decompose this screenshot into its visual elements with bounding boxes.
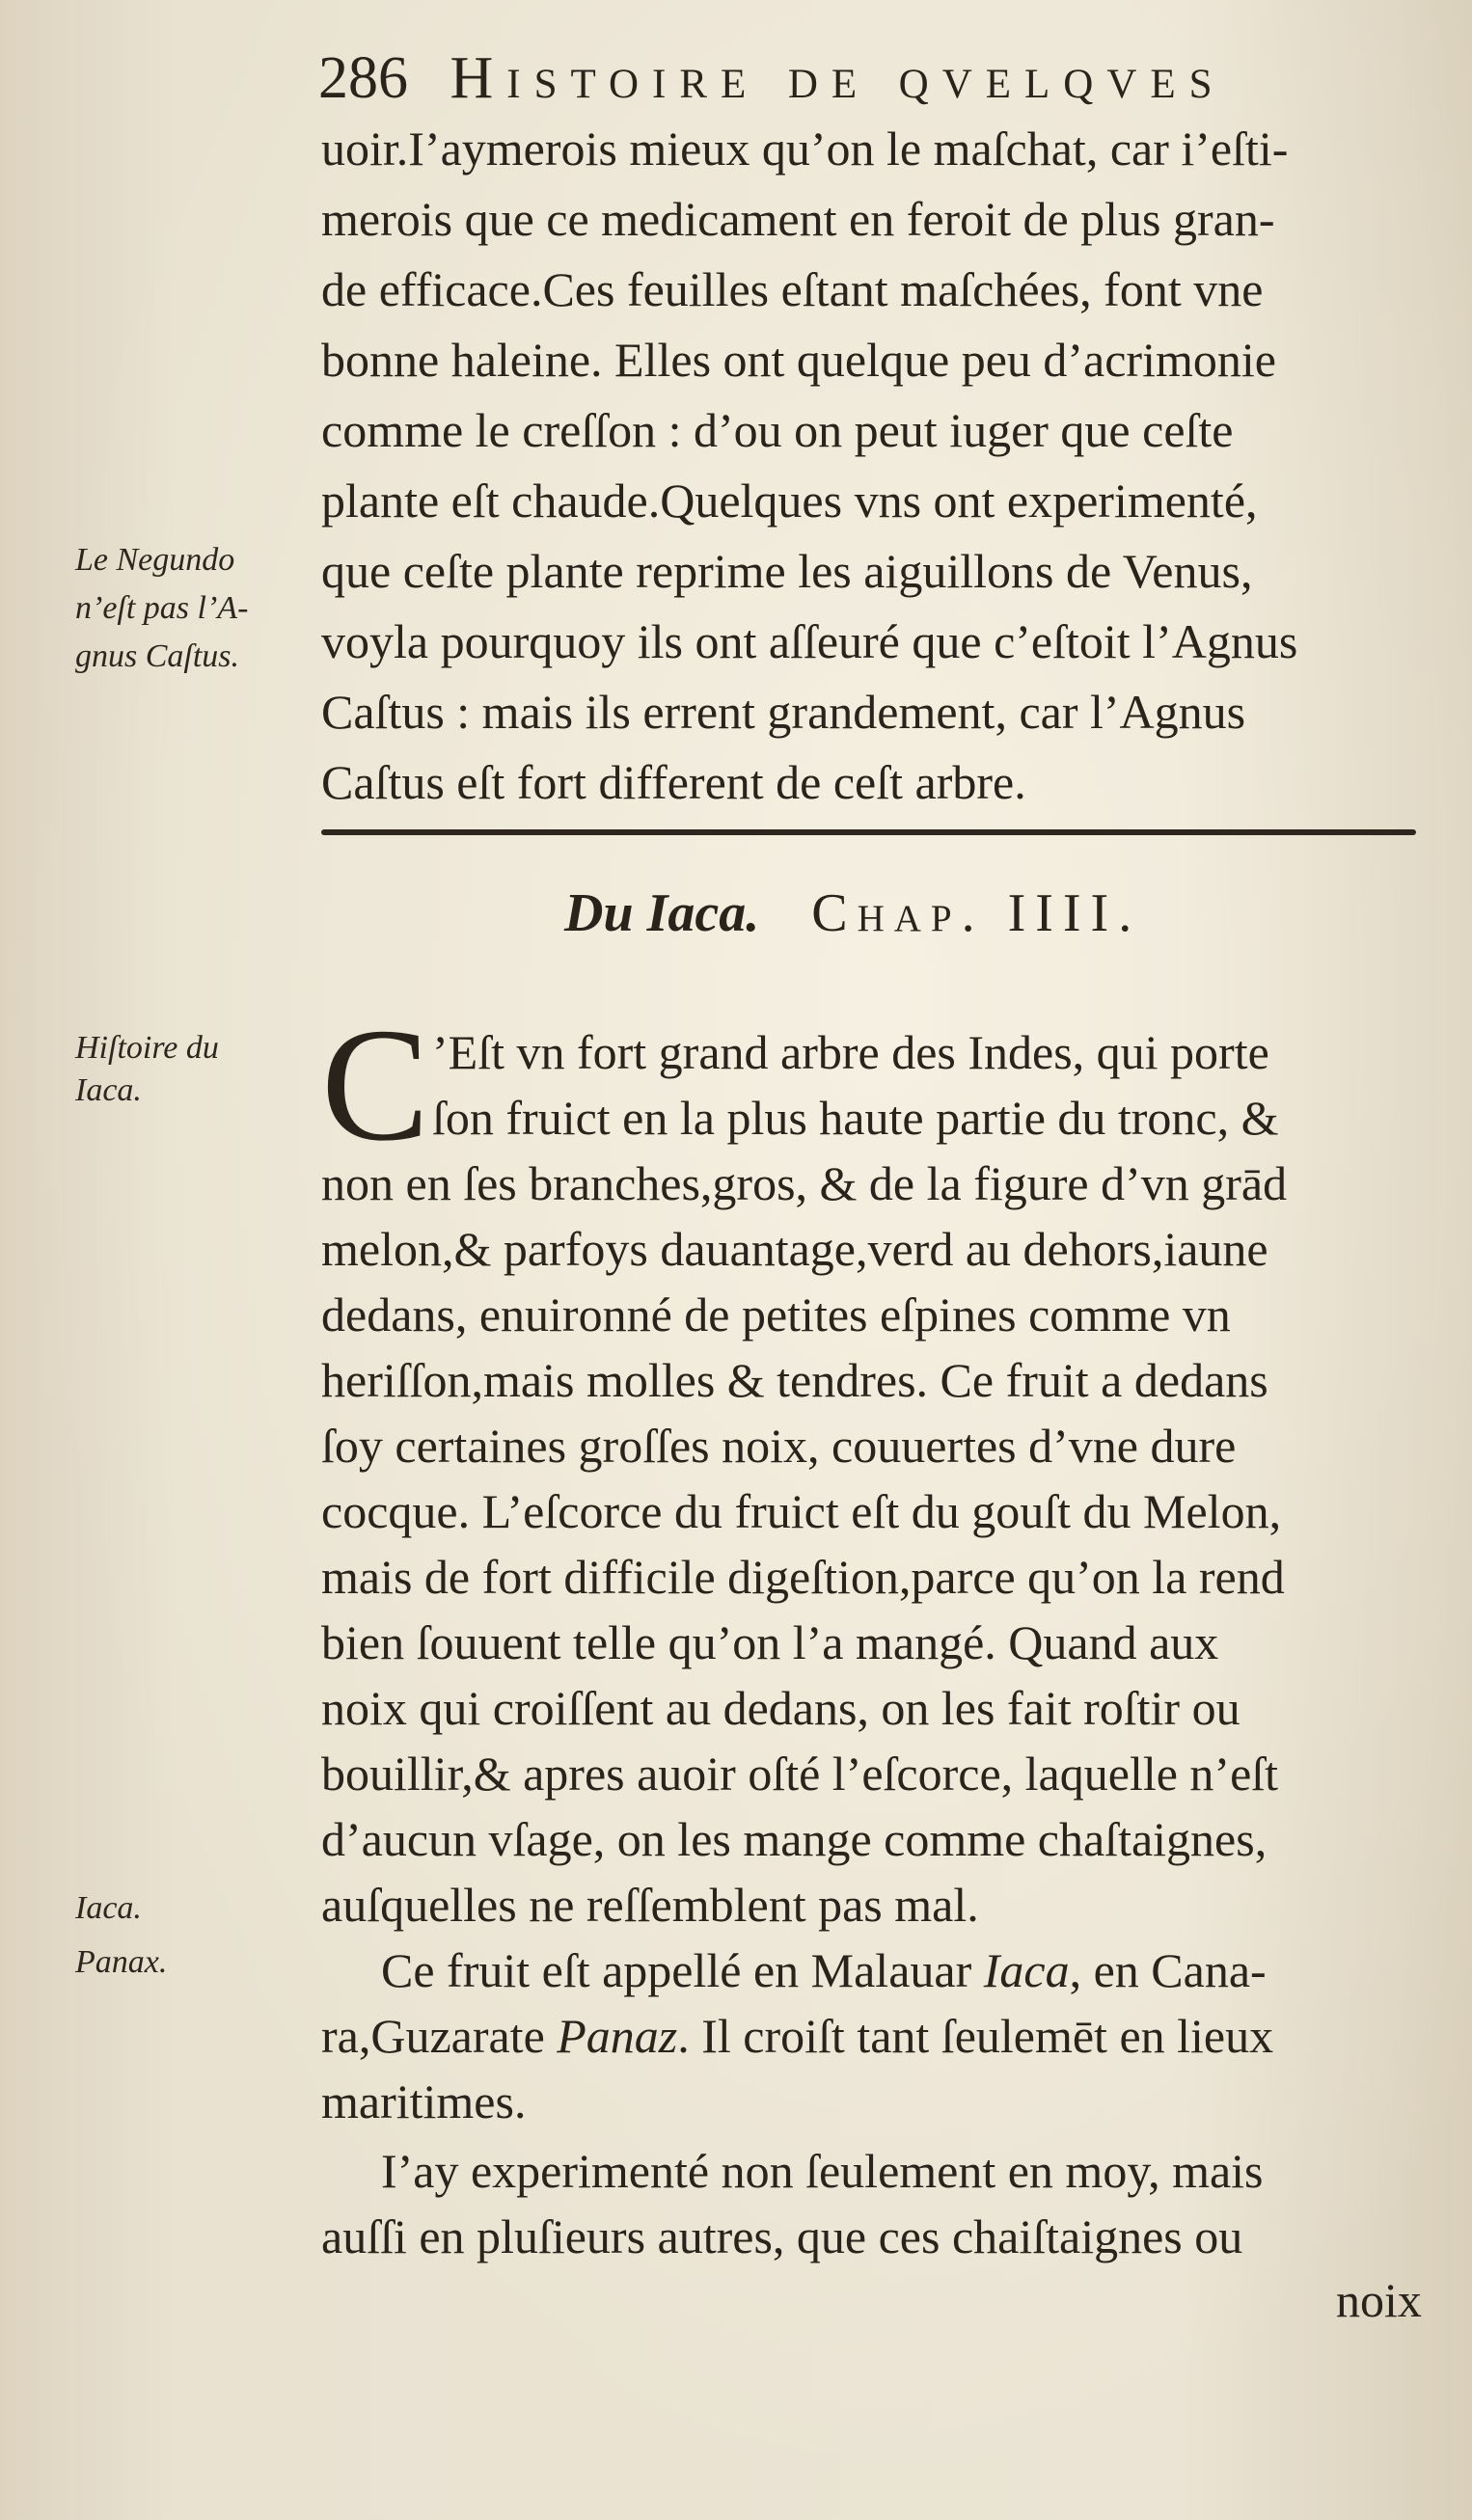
text-line: bouillir,& apres auoir oſté l’eſcorce, laquelle n’eſt: [321, 1747, 1279, 1801]
text-line: auſſi en pluſieurs autres, que ces chaiſtaignes ou: [321, 2209, 1243, 2263]
margin-note-line: Iaca.: [75, 1072, 142, 1108]
text-line: de efficace.Ces feuilles eſtant maſchées, font vne: [321, 262, 1264, 316]
text-line: melon,& parfoys dauantage,verd au dehors,iaune: [321, 1222, 1268, 1276]
text-line: dedans, enuironné de petites eſpines comme vn: [321, 1287, 1231, 1341]
text-line: maritimes.: [321, 2074, 527, 2128]
chapter-number: Chap. IIII.: [811, 883, 1142, 943]
text-line: bien ſouuent telle qu’on l’a mangé. Quand aux: [321, 1615, 1219, 1669]
margin-note-line: Le Negundo: [75, 542, 235, 578]
text-line: comme le creſſon : d’ou on peut iuger que ceſte: [321, 403, 1234, 457]
term-panaz: Panaz: [557, 2009, 678, 2063]
text-line: noix qui croiſſent au dedans, on les fait roſtir ou: [321, 1681, 1240, 1735]
text-line: auſquelles ne reſſemblent pas mal.: [321, 1878, 979, 1932]
running-title: Histoire de qvelqves: [450, 45, 1226, 111]
text-line: merois que ce medicament en feroit de plus gran-: [321, 192, 1275, 246]
text-line: ſon fruict en la plus haute partie du tronc, &: [432, 1091, 1279, 1145]
margin-note-line: Panax.: [75, 1944, 168, 1980]
text-span: , en Cana-: [1069, 1943, 1267, 1997]
text-line: heriſſon,mais molles & tendres. Ce fruit a dedans: [321, 1353, 1268, 1407]
text-line: ’Eſt vn fort grand arbre des Indes, qui porte: [432, 1025, 1269, 1079]
text-line: d’aucun vſage, on les mange comme chaſtaignes,: [321, 1812, 1268, 1866]
text-line: uoir.I’aymerois mieux qu’on le maſchat, car i’eſti-: [321, 122, 1289, 176]
margin-note-line: n’eſt pas l’A-: [75, 590, 249, 626]
chapter-title: Du Iaca.: [564, 883, 760, 943]
text-line: voyla pourquoy ils ont aſſeuré que c’eſtoit l’Agnus: [321, 614, 1298, 668]
text-span: ra,Guzarate: [321, 2009, 558, 2063]
chapter-heading: [564, 882, 1141, 944]
margin-note-line: Iaca.: [75, 1890, 142, 1926]
drop-capital: C: [321, 995, 430, 1175]
text-line: non en ſes branches,gros, & de la figure d’vn grād: [321, 1156, 1288, 1210]
text-line: mais de fort difficile digeſtion,parce qu’on la rend: [321, 1550, 1285, 1604]
catchword: noix: [1336, 2273, 1422, 2327]
text-span: Ce fruit eſt appellé en Malauar: [381, 1943, 984, 1997]
text-line: ſoy certaines groſſes noix, couuertes d’vne dure: [321, 1419, 1237, 1473]
text-line: [321, 2008, 1431, 2064]
term-iaca: Iaca: [983, 1943, 1070, 1997]
text-span: . Il croiſt tant ſeulemēt en lieux: [677, 2009, 1274, 2063]
running-head: [318, 44, 1428, 113]
text-line: cocque. L’eſcorce du fruict eſt du gouſt du Melon,: [321, 1484, 1282, 1538]
text-line: [381, 1942, 1472, 1998]
margin-note-line: gnus Caſtus.: [75, 638, 240, 674]
text-line: bonne haleine. Elles ont quelque peu d’acrimonie: [321, 333, 1276, 387]
text-line: plante eſt chaude.Quelques vns ont experimenté,: [321, 474, 1258, 528]
text-line: Caſtus eſt fort different de ceſt arbre.: [321, 755, 1026, 809]
margin-note-line: Hiſtoire du: [75, 1030, 219, 1066]
text-line: I’ay experimenté non ſeulement en moy, mais: [381, 2144, 1264, 2198]
page-number: 286: [318, 45, 408, 111]
text-line: que ceſte plante reprime les aiguillons de Venus,: [321, 544, 1253, 598]
text-line: Caſtus : mais ils errent grandement, car l’Agnus: [321, 685, 1246, 739]
section-rule: [321, 829, 1416, 835]
